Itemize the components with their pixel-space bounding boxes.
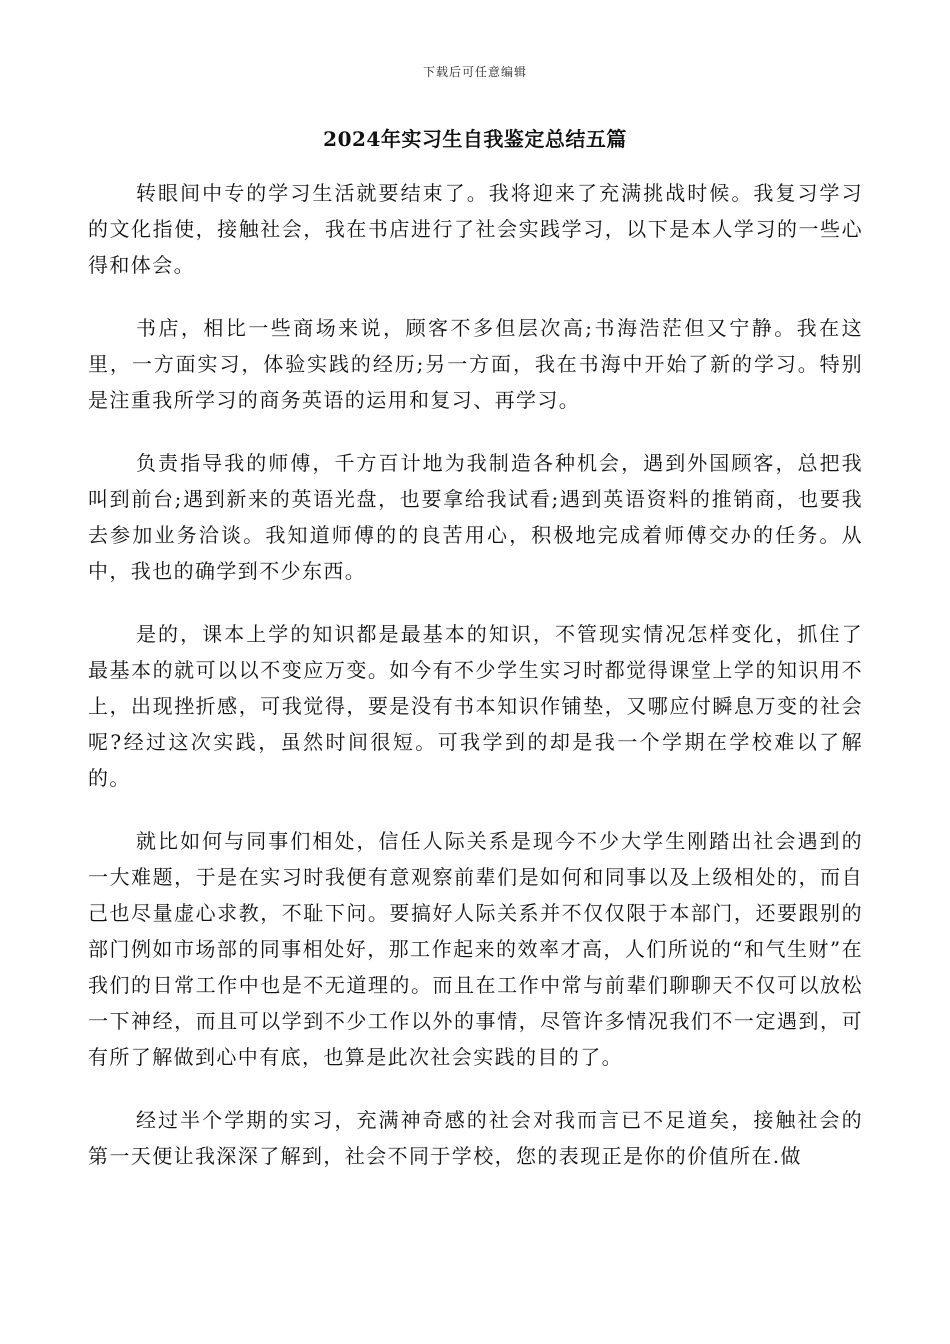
paragraph-4: 是的，课本上学的知识都是最基本的知识，不管现实情况怎样变化，抓住了最基本的就可以以不变应万变。如今有不少学生实习时都觉得课堂上学的知识用不上，出现挫折感，可我觉得，要是没有书本知识作铺垫，又哪应付瞬息万变的社会呢?经过这次实践，虽然时间很短。可我学到的却是我一个学期在学校难以了解的。 bbox=[88, 622, 863, 790]
paragraph-5: 就比如何与同事们相处，信任人际关系是现今不少大学生刚踏出社会遇到的一大难题，于是在实习时我便有意观察前辈们是如何和同事以及上级相处的，而自己也尽量虚心求教，不耻下问。要搞好人际关系并不仅仅限于本部门，还要跟别的部门例如市场部的同事相处好，那工作起来的效率才高，人们所说的“和气生财”在我们的日常工作中也是不无道理的。而且在工作中常与前辈们聊聊天不仅可以放松一下神经，而且可以学到不少工作以外的事情，尽管许多情况我们不一定遇到，可有所了解做到心中有底，也算是此次社会实践的目的了。 bbox=[88, 829, 863, 1069]
paragraph-3: 负责指导我的师傅，千方百计地为我制造各种机会，遇到外国顾客，总把我叫到前台;遇到新来的英语光盘，也要拿给我试看;遇到英语资料的推销商，也要我去参加业务洽谈。我知道师傅的的良苦用心，积极地完成着师傅交办的任务。从中，我也的确学到不少东西。 bbox=[88, 451, 863, 583]
document-title: 2024年实习生自我鉴定总结五篇 bbox=[323, 127, 627, 151]
paragraph-1: 转眼间中专的学习生活就要结束了。我将迎来了充满挑战时候。我复习学习的文化指使，接触社会，我在书店进行了社会实践学习，以下是本人学习的一些心得和体会。 bbox=[88, 181, 863, 277]
paragraph-2: 书店，相比一些商场来说，顾客不多但层次高;书海浩茫但又宁静。我在这里，一方面实习，体验实践的经历;另一方面，我在书海中开始了新的学习。特别是注重我所学习的商务英语的运用和复习、再学习。 bbox=[88, 316, 863, 412]
paragraph-6: 经过半个学期的实习，充满神奇感的社会对我而言已不足道矣，接触社会的第一天便让我深深了解到，社会不同于学校，您的表现正是你的价值所在.做 bbox=[88, 1108, 863, 1168]
document-body bbox=[88, 175, 863, 1201]
header-note: 下载后可任意编辑 bbox=[422, 65, 527, 79]
